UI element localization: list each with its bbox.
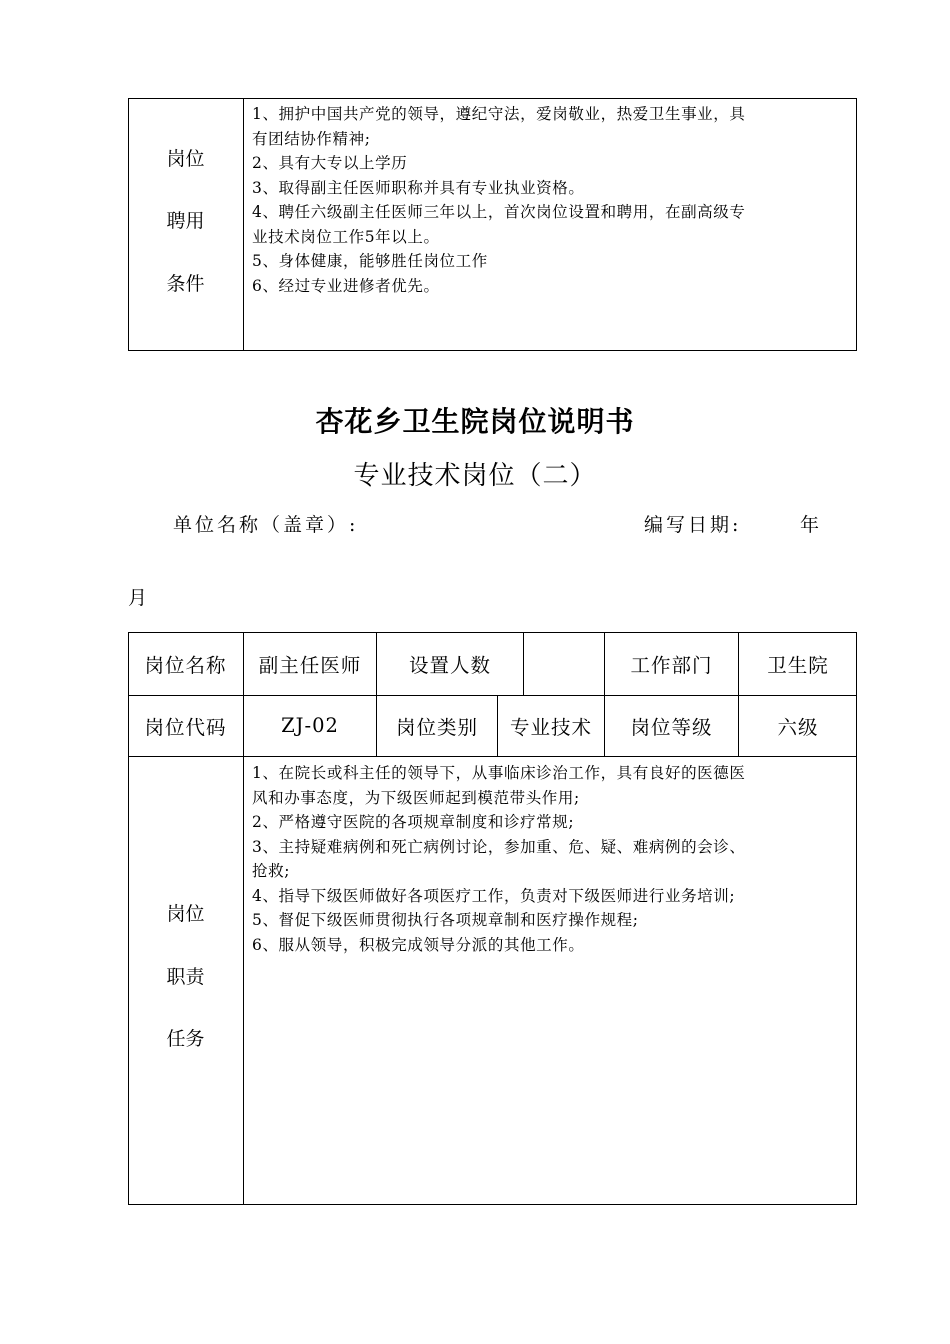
requirement-line: 有团结协作精神; — [252, 129, 371, 148]
duty-line: 抢救; — [252, 862, 291, 880]
duty-line: 5、督促下级医师贯彻执行各项规章制和医疗操作规程; — [252, 911, 639, 929]
requirement-line: 3、取得副主任医师职称并具有专业执业资格。 — [252, 178, 585, 197]
headcount-label: 设置人数 — [408, 653, 491, 677]
position-name-label: 岗位名称 — [144, 653, 227, 677]
department-value: 卫生院 — [767, 653, 829, 677]
duty-line: 6、服从领导，积极完成领导分派的其他工作。 — [252, 935, 585, 954]
duty-line: 3、主持疑难病例和死亡病例讨论，参加重、危、疑、难病例的会诊、 — [252, 837, 746, 856]
position-type-value: 专业技术 — [509, 715, 592, 739]
duty-line: 2、严格遵守医院的各项规章制度和诊疗常规; — [252, 813, 575, 831]
position-grade-label: 岗位等级 — [630, 715, 713, 739]
requirement-line: 6、经过专业进修者优先。 — [252, 276, 440, 295]
document-title: 杏花乡卫生院岗位说明书 — [315, 405, 635, 438]
duty-line: 4、指导下级医师做好各项医疗工作，负责对下级医师进行业务培训; — [252, 886, 736, 905]
document-subtitle: 专业技术岗位（二） — [353, 461, 597, 491]
duties-label-1: 岗位 — [166, 903, 205, 925]
department-label: 工作部门 — [630, 653, 713, 677]
position-code-value: ZJ-02 — [281, 714, 339, 737]
requirements-label-2: 聘用 — [166, 210, 205, 232]
duty-line: 1、在院长或科主任的领导下，从事临床诊治工作，具有良好的医德医 — [252, 764, 746, 782]
requirements-label-1: 岗位 — [166, 148, 205, 170]
requirements-list — [252, 102, 844, 298]
requirement-line: 4、聘任六级副主任医师三年以上，首次岗位设置和聘用，在副高级专 — [252, 203, 746, 221]
requirement-line: 业技术岗位工作5年以上。 — [252, 227, 440, 246]
duties-label-3: 任务 — [166, 1028, 205, 1050]
requirement-line: 5、身体健康，能够胜任岗位工作 — [252, 252, 488, 270]
unit-name-label: 单位名称（盖章）: — [173, 514, 359, 536]
requirement-line: 2、具有大专以上学历 — [252, 154, 408, 172]
requirements-divider — [243, 98, 244, 351]
position-name-value: 副主任医师 — [258, 653, 362, 677]
year-label: 年 — [800, 514, 823, 536]
requirements-label-3: 条件 — [166, 273, 205, 295]
duties-list — [252, 761, 844, 957]
date-label: 编写日期: — [644, 514, 742, 536]
position-code-label: 岗位代码 — [144, 715, 227, 739]
duties-label-2: 职责 — [166, 966, 205, 988]
position-grade-value: 六级 — [777, 715, 819, 739]
headcount-value — [524, 632, 604, 695]
position-type-label: 岗位类别 — [395, 715, 478, 739]
duty-line: 风和办事态度，为下级医师起到模范带头作用; — [252, 788, 580, 807]
row-divider — [128, 756, 857, 757]
requirement-line: 1、拥护中国共产党的领导，遵纪守法，爱岗敬业，热爱卫生事业，具 — [252, 105, 746, 123]
month-label: 月 — [128, 587, 151, 609]
